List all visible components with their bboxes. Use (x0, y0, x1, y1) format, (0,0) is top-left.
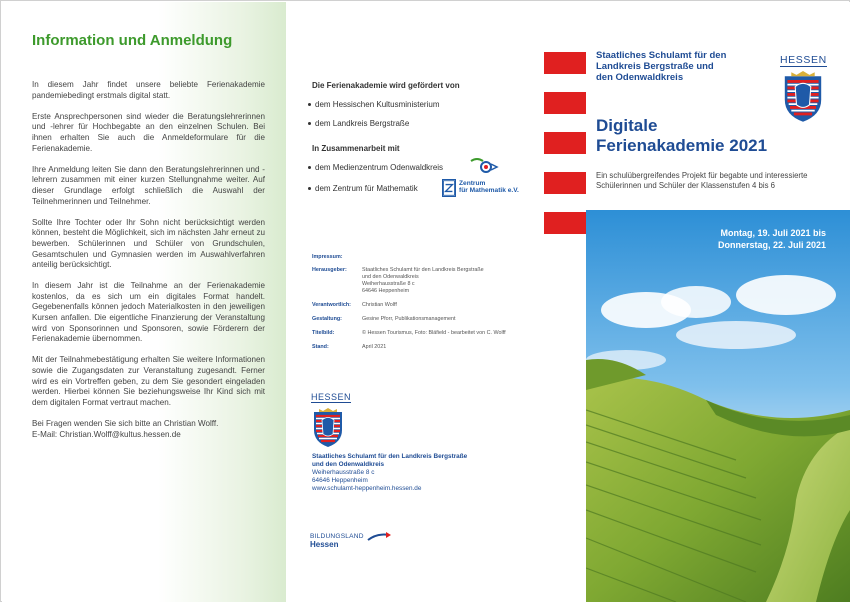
impressum-title: Impressum: (312, 254, 343, 260)
impressum-row: Herausgeber: Staatliches Schulamt für den Landkreis Bergstraße und den Odenwaldkreis Weiherhausstraße 8 c 64646 Heppenheim (312, 267, 484, 294)
info-paragraph: Ihre Anmeldung leiten Sie dann den Beratungslehrerinnen und -lehrern zusammen mit einer kurzen Stellungnahme weiter. Auf dieser Grundlage erfolgt schließlich die Auswahl der Teilnehmerinnen und Teilnehmer. (32, 164, 265, 206)
zm-logo-icon (442, 179, 456, 197)
bildungsland-logo (310, 533, 410, 549)
bullet-icon (308, 122, 311, 125)
bullet-icon (308, 187, 311, 190)
medienzentrum-logo-icon (469, 157, 499, 175)
hessen-wordmark: HESSEN (780, 54, 827, 66)
hessen-crest-icon (780, 71, 826, 123)
school-name: Staatliches Schulamt für den Landkreis Bergstraße und den Odenwaldkreis (596, 50, 727, 83)
hessen-wordmark: HESSEN (311, 392, 352, 402)
vineyard-photo (586, 210, 850, 602)
event-dates: Montag, 19. Juli 2021 bis Donnerstag, 22. Juli 2021 (717, 228, 826, 250)
school-address: Staatliches Schulamt für den Landkreis Bergstraße und den Odenwaldkreis Weiherhausstraße 8 c 64646 Heppenheim www.schulamt-heppenheim.hessen.de (312, 453, 468, 492)
bildungsland-text: BILDUNGSLAND (310, 533, 364, 540)
bullet-icon (308, 166, 311, 169)
contact-email[interactable]: E-Mail: Christian.Wolff@kultus.hessen.de (32, 429, 181, 439)
coop-heading: In Zusammenarbeit mit (312, 144, 400, 153)
partner-item: dem Zentrum für Mathematik (308, 184, 418, 193)
sponsor-item: dem Hessischen Kultusministerium (308, 100, 440, 109)
impressum-row: Verantwortlich: Christian Wolff (312, 302, 397, 308)
red-stripe (544, 92, 586, 114)
info-paragraph: In diesem Jahr ist die Teilnahme an der Ferienakademie kostenlos, da es sich um ein digitales Format handelt. Gegebenenfalls können jedoch Materialkosten in den jeweiligen Kursen anfallen. Die eigentliche Finanzierung der Veranstaltung wird von Sponsorinnen und Sponsoren, sowie Förderern der Ferienakademie übernommen. (32, 281, 265, 344)
contact-line: Bei Fragen wenden Sie sich bitte an Christian Wolff. (32, 419, 219, 428)
impressum (312, 254, 572, 358)
zentrum-mathematik-logo (442, 179, 532, 197)
website-link[interactable]: www.schulamt-heppenheim.hessen.de (312, 485, 422, 492)
info-heading: Information und Anmeldung (32, 32, 233, 49)
hessen-logo (780, 50, 828, 123)
info-paragraph: In diesem Jahr findet unsere beliebte Ferienakademie pandemiebedingt erstmals digital statt. (32, 80, 265, 100)
red-stripe (544, 132, 586, 154)
info-paragraph: Sollte Ihre Tochter oder Ihr Sohn nicht berücksichtigt werden können, besteht die Möglichkeit, sich im nächsten Jahr erneut zu bewerben. Schülerinnen und Schüler von Grundschulen, Gesamtschulen und Gymnasien werden im Auswahlverfahren anteilig berücksichtigt. (32, 217, 265, 270)
info-paragraph: Erste Ansprechpersonen sind wieder die Beratungslehrerinnen und -lehrer für Hochbegabte an den einzelnen Schulen. Bei ihnen erhalten Sie auch die Anmeldeformulare für die Ferienakademie. (32, 111, 265, 153)
bildungsland-arrow-icon (367, 531, 393, 543)
info-panel (2, 2, 286, 602)
hessen-logo-small (311, 387, 356, 448)
bildungsland-hessen: Hessen (310, 540, 339, 549)
bullet-icon (308, 103, 311, 106)
hessen-crest-icon (311, 408, 345, 448)
info-body (32, 80, 265, 440)
main-title: Digitale Ferienakademie 2021 (596, 116, 768, 155)
sponsor-item: dem Landkreis Bergstraße (308, 119, 409, 128)
cover-panel (544, 2, 850, 602)
red-stripe (544, 172, 586, 194)
red-stripe (544, 52, 586, 74)
sponsor-heading: Die Ferienakademie wird gefördert von (312, 81, 460, 90)
info-paragraph: Mit der Teilnahmebestätigung erhalten Sie weitere Informationen sowie die Zugangsdaten zur Veranstaltung zugesandt. Ferner wird es ein Vortreffen geben, zu dem Sie gesondert eingeladen werden. Hierbei können Sie beziehungsweise Ihr Kind sich mit dem digitalen Format vertraut machen. (32, 355, 265, 407)
impressum-row: Stand: April 2021 (312, 344, 387, 350)
impressum-row: Titelbild: © Hessen Tourismus, Foto: Bläfield - bearbeitet von C. Wolff (312, 330, 506, 336)
partner-item: dem Medienzentrum Odenwaldkreis (308, 163, 443, 172)
subtitle: Ein schulübergreifendes Projekt für begabte und interessierte Schülerinnen und Schüler der Klassenstufen 4 bis 6 (596, 171, 808, 190)
zm-logo-text: Zentrum für Mathematik e.V. (459, 180, 519, 195)
red-stripe (544, 212, 586, 234)
sponsors-panel (286, 2, 584, 602)
impressum-row: Gestaltung: Gesine Pforr, Publikationsmanagement (312, 316, 456, 322)
